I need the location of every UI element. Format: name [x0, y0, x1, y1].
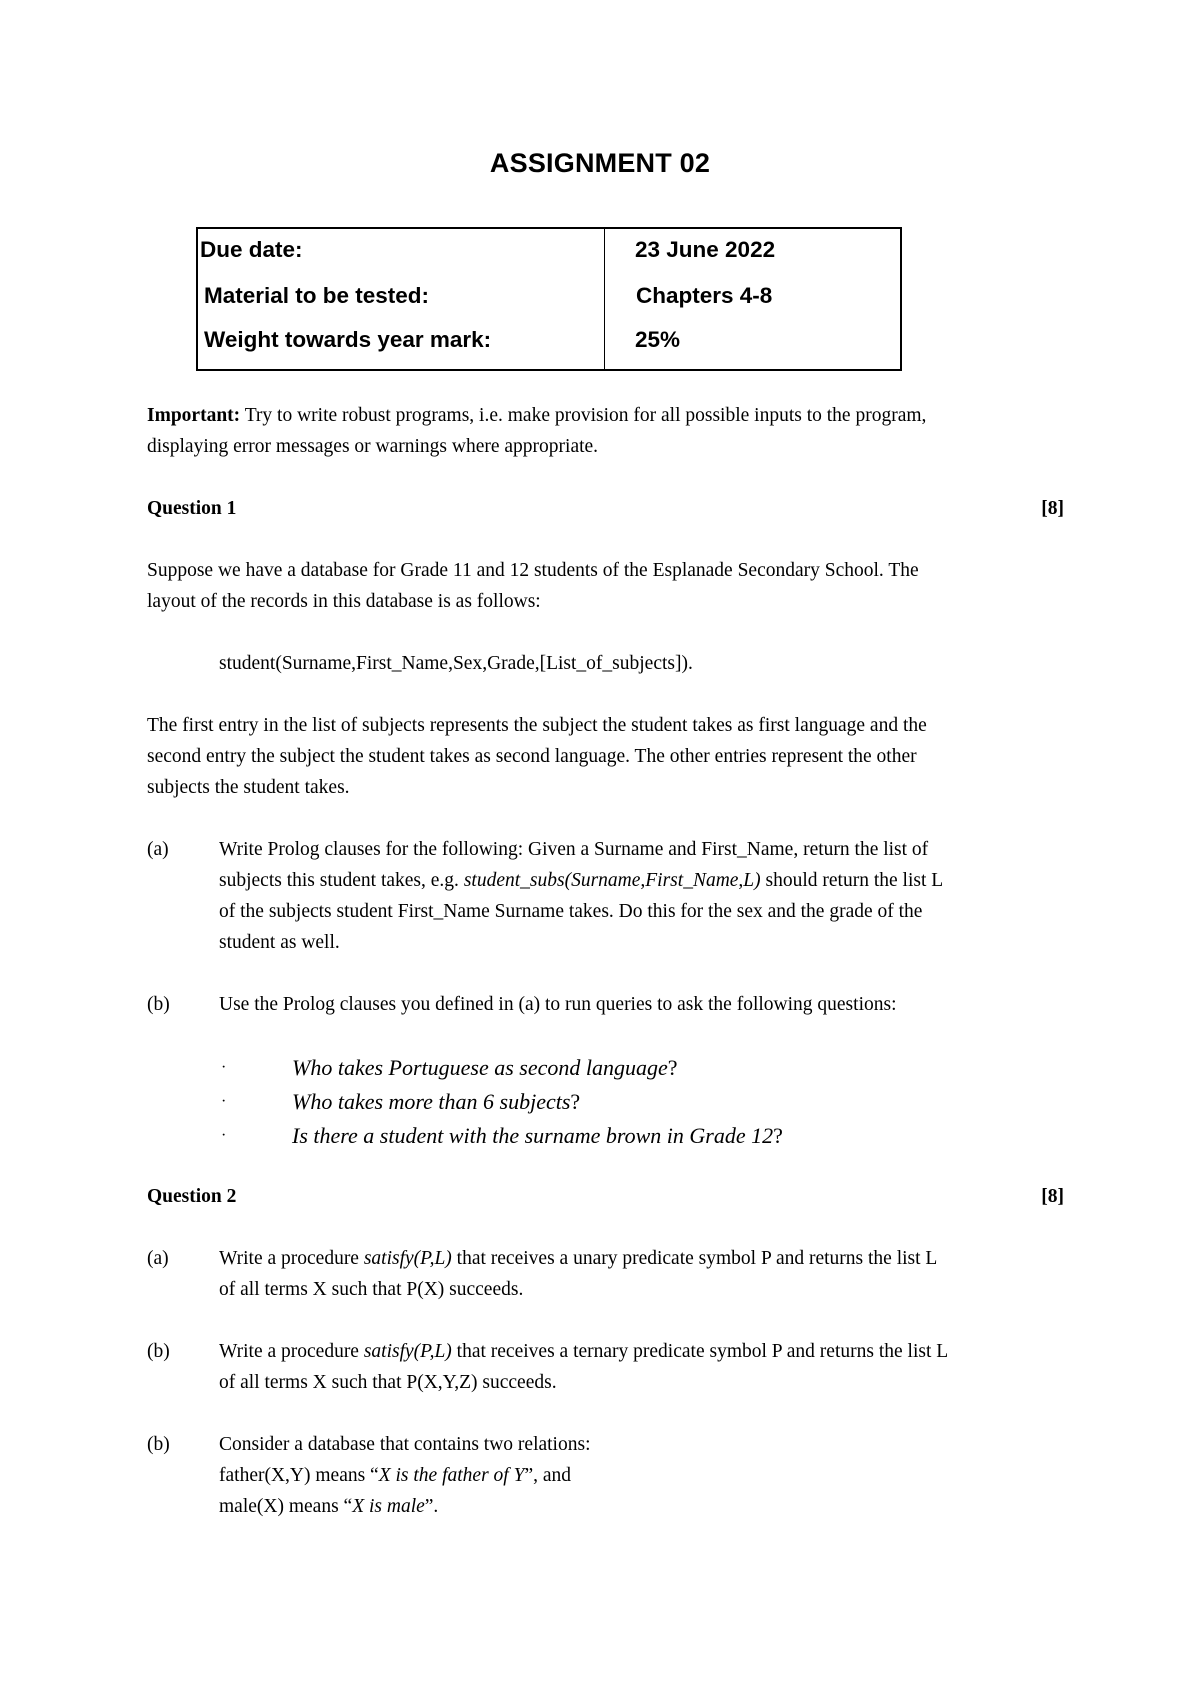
- important-text-1: Try to write robust programs, i.e. make provision for all possible inputs to the program,: [240, 405, 927, 426]
- q1-a-line-4: student as well.: [219, 932, 340, 953]
- q2-a-line-1-post: that receives a unary predicate symbol P and returns the list L: [451, 1248, 938, 1269]
- q2-c-line-3-post: ”.: [424, 1496, 439, 1517]
- question-2-marks: [8]: [1041, 1186, 1064, 1207]
- q2-b-line-1-pre: Write a procedure: [219, 1341, 364, 1362]
- assignment-info-table: [196, 227, 902, 371]
- q1-b-bullet-2: [292, 1085, 580, 1119]
- question-1-heading: [147, 493, 1064, 524]
- q2-c-line-3-pre: male(X) means “: [219, 1496, 353, 1517]
- q1-intro-line-1: Suppose we have a database for Grade 11 and 12 students of the Esplanade Secondary School. The: [147, 560, 919, 581]
- q2-c-line-2-pre: father(X,Y) means “: [219, 1465, 379, 1486]
- q2-b-line-2: of all terms X such that P(X,Y,Z) succeeds.: [219, 1372, 557, 1393]
- important-label: Important:: [147, 405, 241, 426]
- bullet-3-end: ?: [773, 1123, 783, 1148]
- bullet-1-text: Who takes Portuguese as second language: [292, 1055, 668, 1080]
- bullet-3-text: Is there a student with the surname brown in Grade 12: [292, 1123, 774, 1148]
- material-value: Chapters 4-8: [636, 283, 773, 308]
- q1-desc-line-1: The first entry in the list of subjects represents the subject the student takes as first language and the: [147, 715, 927, 736]
- q1-a-label: (a): [147, 839, 169, 860]
- question-2-heading: [147, 1181, 1064, 1212]
- due-date-value: 23 June 2022: [635, 237, 776, 262]
- weight-row: [198, 327, 900, 357]
- q2-c-line-2-post: ”, and: [524, 1465, 571, 1486]
- due-date-label: Due date:: [200, 237, 303, 262]
- q1-record-layout: student(Surname,First_Name,Sex,Grade,[List_of_subjects]).: [219, 653, 693, 674]
- q1-b-label: (b): [147, 994, 170, 1015]
- q1-desc-line-3: subjects the student takes.: [147, 777, 350, 798]
- bullet-dot: ·: [221, 1093, 227, 1110]
- weight-label: Weight towards year mark:: [204, 327, 492, 352]
- bullet-dot: ·: [221, 1059, 227, 1076]
- question-2-title: Question 2: [147, 1186, 237, 1207]
- q1-a-line-2-pre: subjects this student takes, e.g.: [219, 870, 464, 891]
- q1-b-bullet-1: [292, 1051, 678, 1085]
- q2-b-line-1: [219, 1336, 948, 1367]
- q1-a-code: student_subs(Surname,First_Name,L): [463, 870, 761, 891]
- material-row: [198, 283, 900, 313]
- q2-c-line-3-italic: X is male: [352, 1496, 425, 1517]
- due-date-row: [198, 237, 900, 267]
- q1-a-line-1: Write Prolog clauses for the following: Given a Surname and First_Name, return the list of: [219, 839, 929, 860]
- q2-b-code: satisfy(P,L): [363, 1341, 452, 1362]
- bullet-1-end: ?: [667, 1055, 678, 1080]
- q1-intro-line-2: layout of the records in this database is as follows:: [147, 591, 541, 612]
- q2-a-line-2: of all terms X such that P(X) succeeds.: [219, 1279, 524, 1300]
- q1-a-line-2: [219, 865, 943, 896]
- q1-b-bullet-3: [292, 1119, 783, 1153]
- q2-b-line-1-post: that receives a ternary predicate symbol P and returns the list L: [451, 1341, 949, 1362]
- q1-desc-line-2: second entry the subject the student takes as second language. The other entries represent the other: [147, 746, 917, 767]
- q2-a-line-1-pre: Write a procedure: [219, 1248, 364, 1269]
- q2-a-line-1: [219, 1243, 937, 1274]
- bullet-2-end: ?: [570, 1089, 581, 1114]
- q2-c-label: (b): [147, 1434, 170, 1455]
- q1-a-line-2-post: should return the list L: [760, 870, 944, 891]
- q1-a-line-3: of the subjects student First_Name Surname takes. Do this for the sex and the grade of the: [219, 901, 923, 922]
- bullet-dot: ·: [221, 1127, 227, 1144]
- q2-a-code: satisfy(P,L): [363, 1248, 452, 1269]
- q2-c-line-3: [219, 1491, 438, 1522]
- q2-a-label: (a): [147, 1248, 169, 1269]
- question-1-marks: [8]: [1041, 498, 1064, 519]
- q1-b-line-1: Use the Prolog clauses you defined in (a) to run queries to ask the following questions:: [219, 994, 897, 1015]
- important-line-2: displaying error messages or warnings where appropriate.: [147, 436, 599, 457]
- q2-b-label: (b): [147, 1341, 170, 1362]
- q2-c-line-2-italic: X is the father of Y: [378, 1465, 525, 1486]
- q2-c-line-1: Consider a database that contains two relations:: [219, 1434, 591, 1455]
- material-label: Material to be tested:: [204, 283, 430, 308]
- weight-value: 25%: [635, 327, 681, 352]
- q2-c-line-2: [219, 1460, 571, 1491]
- assignment-title: ASSIGNMENT 02: [489, 148, 711, 178]
- important-line-1: [147, 400, 926, 431]
- bullet-2-text: Who takes more than 6 subjects: [292, 1089, 571, 1114]
- question-1-title: Question 1: [147, 498, 237, 519]
